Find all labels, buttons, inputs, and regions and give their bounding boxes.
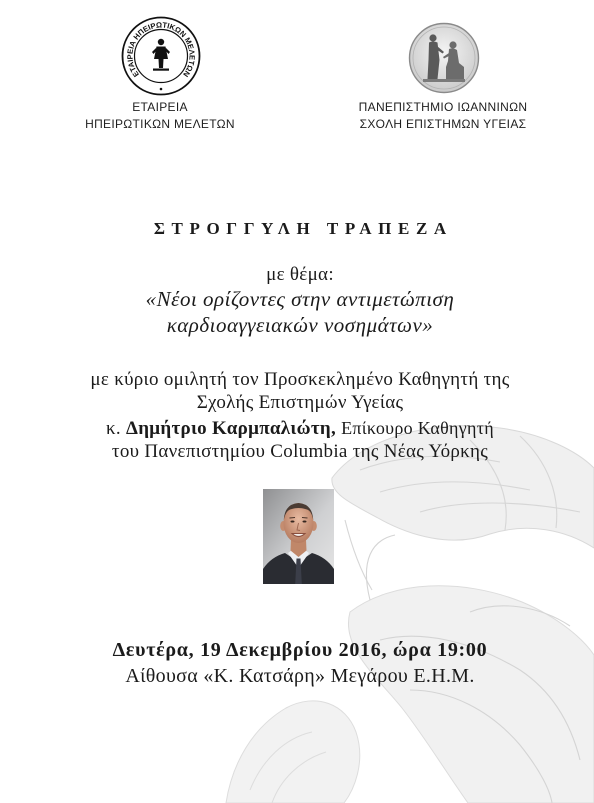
speaker-intro-line-1: με κύριο ομιλητή τον Προσκεκλημένο Καθηγητή της <box>90 369 510 390</box>
society-name-line2: ΗΠΕΙΡΩΤΙΚΩΝ ΜΕΛΕΤΩΝ <box>85 117 235 131</box>
speaker-name-line <box>6 416 594 441</box>
event-title: ΣΤΡΟΓΓΥΛΗ ΤΡΑΠΕΖΑ <box>153 219 453 238</box>
photo-right-eye <box>303 521 307 523</box>
university-name-line2: ΣΧΟΛΗ ΕΠΙΣΤΗΜΩΝ ΥΓΕΙΑΣ <box>359 117 527 131</box>
university-name-line1: ΠΑΝΕΠΙΣΤΗΜΙΟ ΙΩΑΝΝΙΝΩΝ <box>358 100 528 114</box>
society-name <box>60 99 260 133</box>
society-name-line1: ΕΤΑΙΡΕΙΑ <box>132 100 188 114</box>
speaker-name: Δημήτριο Καρμπαλιώτη, <box>126 418 337 439</box>
sketch-bottom-left <box>226 701 360 803</box>
seal-ring-text: ΕΤΑΙΡΕΙΑ ΗΠΕΙΡΩΤΙΚΩΝ ΜΕΛΕΤΩΝ <box>125 20 197 79</box>
seal-bottom-dot <box>160 88 163 91</box>
speaker-photo <box>263 489 334 584</box>
university-medallion-icon <box>408 22 480 94</box>
medallion-ground <box>423 79 465 82</box>
speaker-affiliation: του Πανεπιστημίου Columbia της Νέας Υόρκης <box>111 441 489 462</box>
topic-intro: με θέμα: <box>266 264 334 285</box>
university-name <box>343 99 543 133</box>
speaker-intro-line-2: Σχολής Επιστημών Υγείας <box>196 392 404 413</box>
society-seal-icon <box>121 16 201 96</box>
topic-line-2: καρδιοαγγειακών νοσημάτων» <box>166 313 434 337</box>
topic-line-1: «Νέοι ορίζοντες στην αντιμετώπιση <box>145 287 455 311</box>
speaker-portrait-photo <box>263 489 334 584</box>
photo-left-eye <box>291 521 295 523</box>
event-venue: Αίθουσα «Κ. Κατσάρη» Μεγάρου Ε.Η.Μ. <box>125 665 475 687</box>
speaker-position: Επίκουρο Καθηγητή <box>341 418 494 438</box>
speaker-honorific: κ. <box>106 418 121 439</box>
event-datetime: Δευτέρα, 19 Δεκεμβρίου 2016, ώρα 19:00 <box>112 639 488 661</box>
